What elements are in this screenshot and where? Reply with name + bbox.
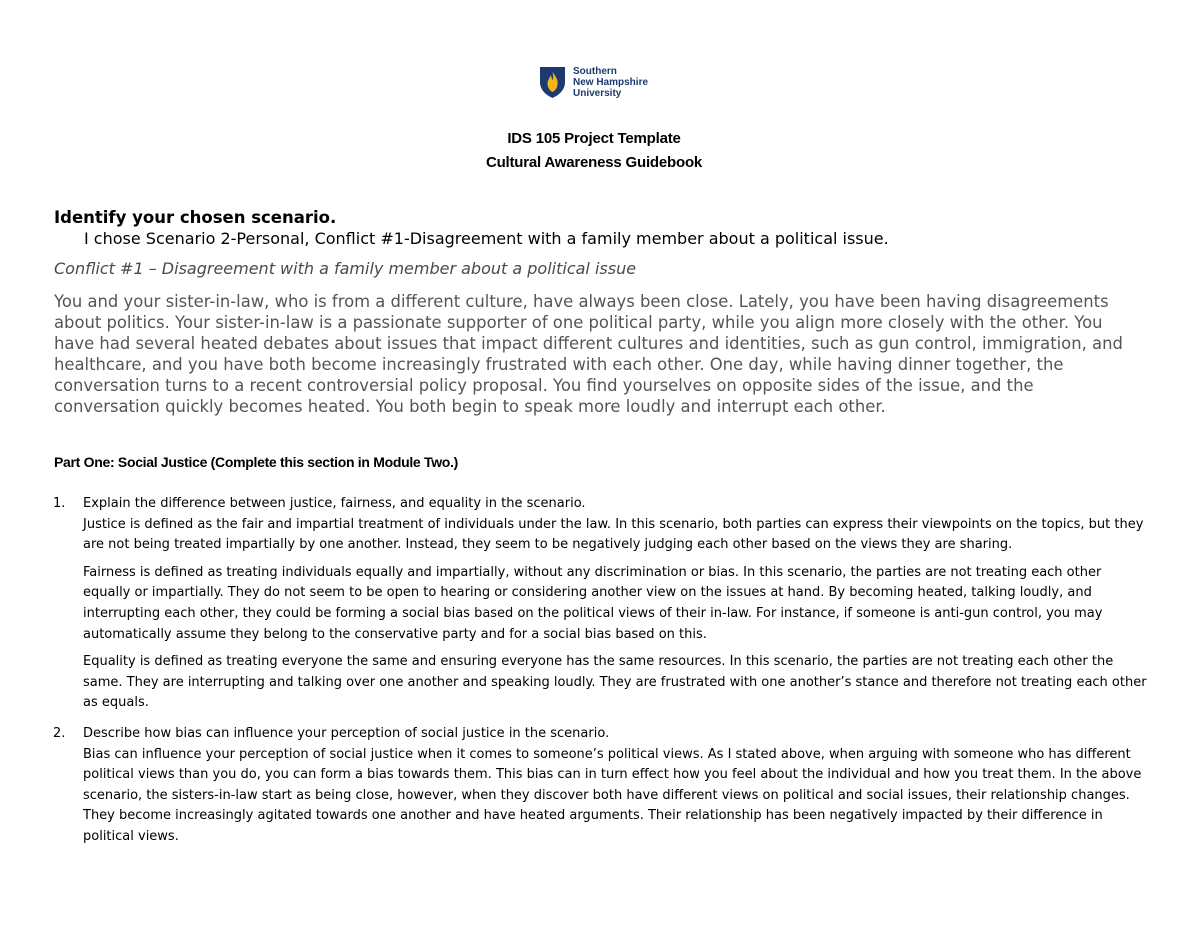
logo-line: New Hampshire bbox=[573, 77, 649, 88]
document-header bbox=[53, 127, 1135, 175]
answer-paragraph: Fairness is defined as treating individuals equally and impartially, without any discrimination or bias. In this scenario, the parties are not treating each other equally or impartially. They do not seem to be open to hearing or considering another view on the issues at hand. By becoming heated, talking loudly, and interrupting each other, they could be forming a social bias based on the political views of their in-law. For instance, if someone is anti-gun control, you may automatically assume they belong to the conservative party and for a social bias based on this. bbox=[83, 564, 1103, 642]
document-title: IDS 105 Project Template bbox=[507, 130, 681, 147]
question-number: 2. bbox=[53, 726, 66, 741]
chosen-scenario-text: I chose Scenario 2-Personal, Conflict #1-Disagreement with a family member about a political issue. bbox=[84, 229, 889, 248]
university-logo bbox=[539, 66, 648, 99]
question-prompt: Explain the difference between justice, fairness, and equality in the scenario. bbox=[83, 496, 586, 511]
shield-flame-icon bbox=[539, 66, 566, 99]
question-number: 1. bbox=[53, 496, 66, 511]
document-page bbox=[53, 0, 1153, 927]
question-body bbox=[83, 724, 1148, 848]
logo-wordmark bbox=[573, 66, 648, 99]
question-prompt: Describe how bias can influence your perception of social justice in the scenario. bbox=[83, 726, 610, 741]
part-one-heading: Part One: Social Justice (Complete this section in Module Two.) bbox=[54, 454, 459, 470]
answer-paragraph: Bias can influence your perception of social justice when it comes to someone’s political views. As I stated above, when arguing with someone who has different political views than you do, you can form a bias towards them. This bias can in turn effect how you feel about the individual and how you treat them. In the above scenario, the sisters-in-law start as being close, however, when they discover both have different views on political and social issues, their relationship changes. They become increasingly agitated towards one another and have heated arguments. Their relationship has been negatively impacted by their difference in political views. bbox=[83, 746, 1142, 844]
question-body bbox=[83, 494, 1148, 714]
logo-line: University bbox=[573, 88, 622, 99]
scenario-description: You and your sister-in-law, who is from a different culture, have always been close. Lately, you have been having disagreements about politics. Your sister-in-law is a passionate supporter of one political party, while you align more closely with the other. You have had several heated debates about issues that impact different cultures and identities, such as gun control, immigration, and healthcare, and you have both become increasingly frustrated with each other. One day, while having dinner together, the conversation turns to a recent controversial policy proposal. You find yourselves on opposite sides of the issue, and the conversation quickly becomes heated. You both begin to speak more loudly and interrupt each other. bbox=[54, 292, 1123, 416]
identify-heading: Identify your chosen scenario. bbox=[54, 208, 337, 227]
answer-paragraph: Equality is defined as treating everyone the same and ensuring everyone has the same resources. In this scenario, the parties are not treating each other the same. They are interrupting and talking over one another and speaking loudly. They are frustrated with one another’s stance and therefore not treating each other as equals. bbox=[83, 654, 1147, 711]
answer-paragraph: Justice is defined as the fair and impartial treatment of individuals under the law. In this scenario, both parties can express their viewpoints on the topics, but they are not being treated impartially by one another. Instead, they seem to be negatively judging each other based on the views they are sharing. bbox=[83, 516, 1144, 553]
document-subtitle: Cultural Awareness Guidebook bbox=[485, 154, 703, 171]
conflict-title: Conflict #1 – Disagreement with a family member about a political issue bbox=[54, 259, 637, 278]
logo-line: Southern bbox=[573, 66, 617, 77]
